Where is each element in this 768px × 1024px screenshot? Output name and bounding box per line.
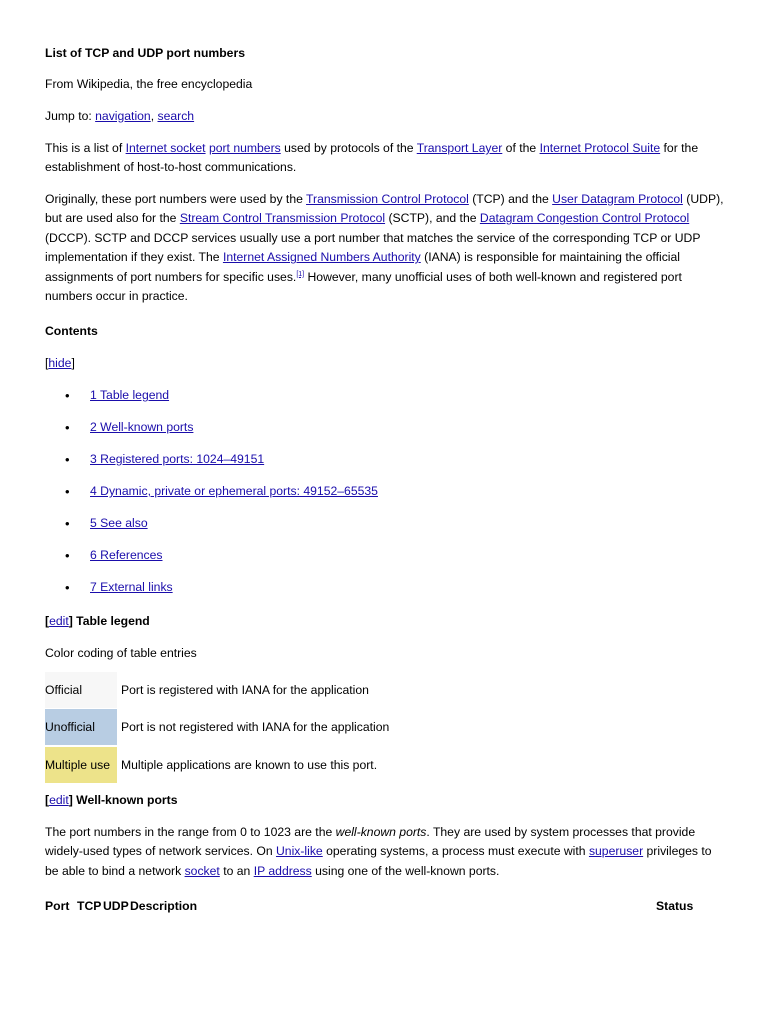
dccp-link[interactable]: Datagram Congestion Control Protocol: [479, 211, 690, 226]
section-heading-table-legend: [45, 614, 150, 628]
section-heading-well-known-ports: [45, 793, 178, 807]
unix-like-link[interactable]: Unix-like: [275, 844, 323, 859]
ip-address-link[interactable]: IP address: [253, 863, 312, 878]
bracket: ]: [68, 793, 73, 807]
para-text: (SCTP), and the: [385, 211, 480, 226]
para-text: (DCCP). SCTP and DCCP services usually use a port number that matches the service of the corresponding TCP or UDP implementation if they exist. The: [45, 230, 701, 265]
jump-label: Jump to:: [45, 109, 92, 123]
para-text: (UDP), but are used also for the: [45, 192, 724, 226]
toc-link-registered-ports[interactable]: 3 Registered ports: 1024–49151: [90, 452, 265, 466]
bracket: ]: [68, 614, 73, 628]
contents-heading: Contents: [45, 324, 98, 338]
toc-item: [45, 482, 378, 514]
well-known-paragraph: [45, 823, 725, 881]
table-header-tcp: TCP: [77, 899, 102, 913]
section-title: Well-known ports: [72, 793, 178, 807]
toc-link-well-known-ports[interactable]: 2 Well-known ports: [90, 420, 194, 434]
hide-link[interactable]: hide: [48, 356, 72, 370]
table-header-port: Port: [45, 899, 70, 913]
jump-navigation-link[interactable]: navigation: [95, 109, 151, 123]
contents-hide-toggle: [45, 356, 75, 370]
bullet-icon: •: [65, 516, 70, 531]
intro-text: This is a list of: [45, 141, 126, 155]
toc-link-external-links[interactable]: 7 External links: [90, 580, 173, 594]
para-text: . They are used by system processes that provide widely-used types of network services. On: [45, 825, 696, 859]
jump-search-link[interactable]: search: [157, 109, 195, 123]
bullet-icon: •: [65, 388, 70, 403]
para-text: using one of the well-known ports.: [311, 863, 500, 878]
table-header-udp: UDP: [103, 899, 129, 913]
intro-text: of the: [502, 141, 540, 155]
legend-row-official: [45, 672, 369, 708]
legend-caption: Color coding of table entries: [45, 646, 197, 660]
sctp-link[interactable]: Stream Control Transmission Protocol: [179, 211, 386, 226]
table-of-contents: [45, 386, 378, 610]
toc-link-dynamic-ports[interactable]: 4 Dynamic, private or ephemeral ports: 49152–65535: [90, 484, 378, 498]
toc-link-references[interactable]: 6 References: [90, 548, 163, 562]
internet-protocol-suite-link[interactable]: Internet Protocol Suite: [539, 141, 661, 155]
intro-text: for the establishment of host-to-host communications.: [45, 141, 699, 175]
tcp-link[interactable]: Transmission Control Protocol: [306, 192, 469, 206]
intro-text: used by protocols of the: [280, 141, 417, 155]
page-title: List of TCP and UDP port numbers: [45, 46, 245, 60]
jump-separator: ,: [150, 109, 155, 123]
para-text: (TCP) and the: [468, 192, 553, 206]
socket-link[interactable]: socket: [184, 863, 220, 878]
para-text: The port numbers in the range from 0 to 1023 are the: [45, 825, 336, 839]
section-title: Table legend: [72, 614, 150, 628]
bullet-icon: •: [65, 580, 70, 595]
reference-1-link[interactable]: [1]: [296, 270, 305, 278]
legend-key-multiple-use: Multiple use: [45, 747, 117, 783]
bullet-icon: •: [65, 484, 70, 499]
jump-to: [45, 109, 194, 123]
toc-link-see-also[interactable]: 5 See also: [90, 516, 148, 530]
bullet-icon: •: [65, 452, 70, 467]
history-paragraph: [45, 190, 725, 306]
iana-link[interactable]: Internet Assigned Numbers Authority: [222, 250, 421, 265]
bracket: [: [45, 793, 50, 807]
para-text: Originally, these port numbers were used by the: [45, 192, 307, 206]
superuser-link[interactable]: superuser: [588, 844, 644, 859]
table-header-status: Status: [656, 899, 694, 913]
udp-link[interactable]: User Datagram Protocol: [552, 192, 683, 206]
legend-desc-unofficial: Port is not registered with IANA for the application: [121, 720, 390, 734]
toc-item: [45, 450, 378, 482]
bracket: [: [45, 614, 50, 628]
para-text: (IANA) is responsible for maintaining the official assignments of port numbers for specific uses.: [45, 250, 680, 284]
legend-row-multiple-use: [45, 747, 377, 783]
intro-paragraph: [45, 139, 725, 178]
para-text: to an: [219, 863, 254, 878]
toc-item: [45, 546, 378, 578]
legend-desc-multiple-use: Multiple applications are known to use this port.: [121, 758, 378, 772]
edit-table-legend-link[interactable]: edit: [49, 614, 69, 628]
legend-key-unofficial: Unofficial: [45, 709, 117, 745]
transport-layer-link[interactable]: Transport Layer: [416, 141, 503, 155]
internet-socket-link[interactable]: Internet socket: [125, 141, 206, 155]
para-text: However, many unofficial uses of both well-known and registered port numbers occur in practice.: [45, 269, 682, 304]
bullet-icon: •: [65, 548, 70, 563]
page-subtitle: From Wikipedia, the free encyclopedia: [45, 77, 253, 91]
para-emphasis: well-known ports: [335, 825, 427, 839]
legend-key-official: Official: [45, 672, 117, 708]
toc-item: [45, 386, 378, 418]
bracket: ]: [71, 356, 75, 370]
para-text: privileges to be able to bind a network: [45, 844, 712, 878]
toc-item: [45, 418, 378, 450]
edit-well-known-ports-link[interactable]: edit: [49, 793, 69, 807]
toc-link-table-legend[interactable]: 1 Table legend: [90, 388, 170, 402]
bullet-icon: •: [65, 420, 70, 435]
legend-row-unofficial: [45, 709, 389, 745]
para-text: operating systems, a process must execute with: [322, 844, 589, 859]
table-header-description: Description: [130, 899, 198, 913]
port-numbers-link[interactable]: port numbers: [208, 141, 281, 155]
toc-item: [45, 578, 378, 610]
bracket: [: [45, 356, 49, 370]
legend-desc-official: Port is registered with IANA for the application: [121, 683, 369, 697]
toc-item: [45, 514, 378, 546]
